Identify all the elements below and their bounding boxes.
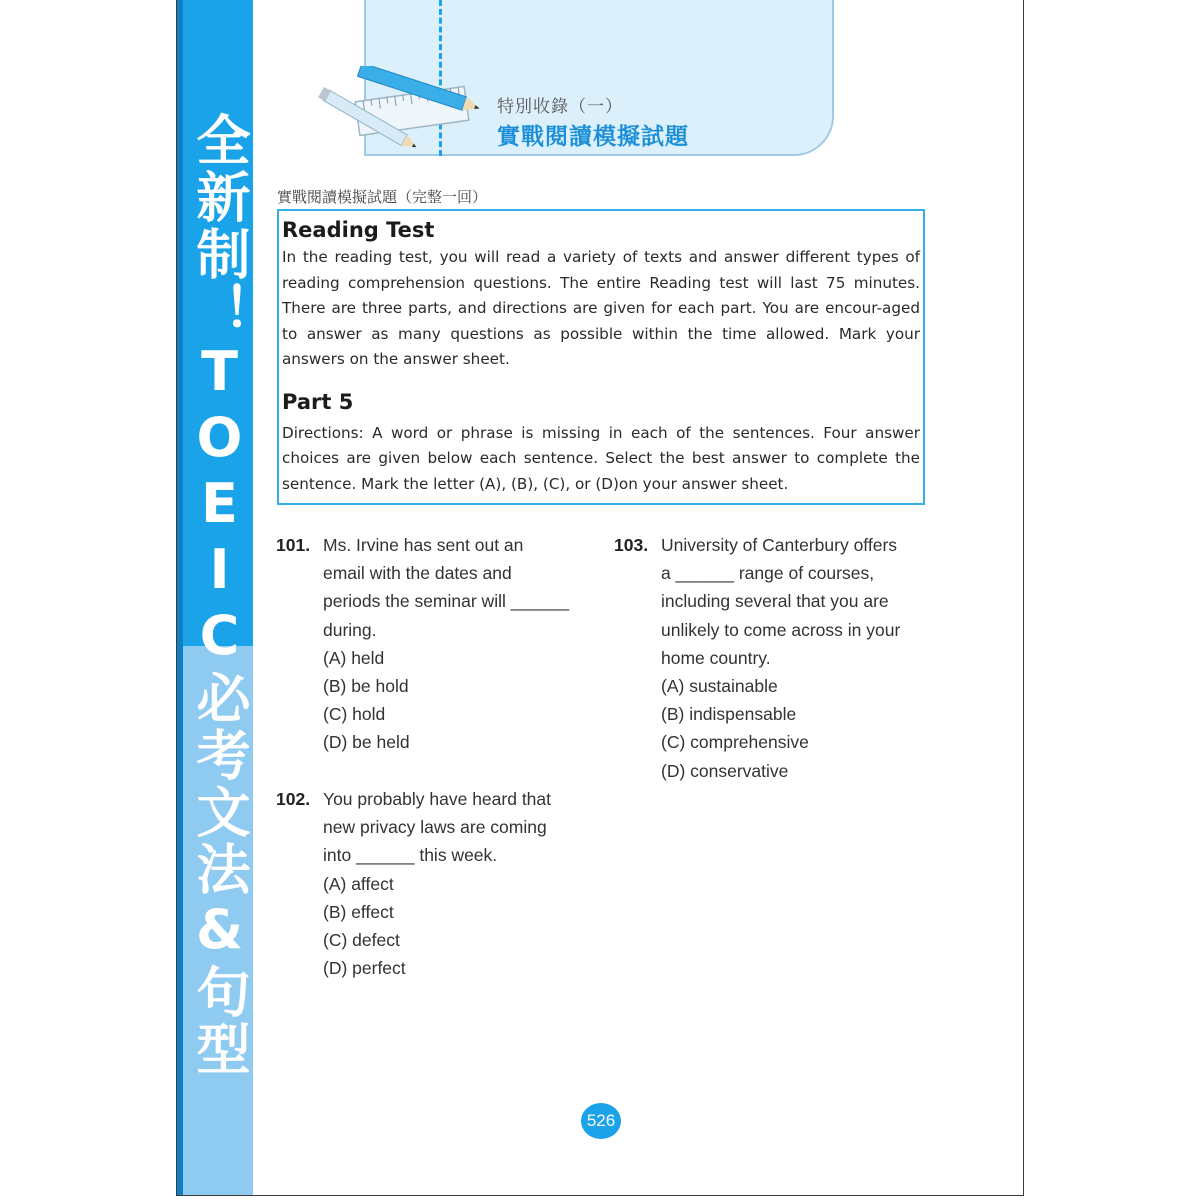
question-stem: You probably have heard that new privacy laws are coming into ______ this week. — [323, 789, 552, 866]
question-body — [661, 531, 900, 785]
answer-option: (B) effect — [323, 901, 394, 922]
question-stem: Ms. Irvine has sent out an email with the dates and periods the seminar will ______ during. — [323, 535, 570, 640]
answer-option: (D) perfect — [323, 958, 406, 979]
book-page — [176, 0, 1024, 1196]
answer-option: (D) be held — [323, 732, 410, 753]
directions-box — [277, 209, 925, 505]
page-number: 526 — [581, 1103, 621, 1139]
header-subtitle: 特別收錄（一） — [497, 97, 623, 117]
answer-option: (A) held — [323, 647, 385, 668]
question-body — [323, 785, 551, 982]
answer-option: (C) comprehensive — [661, 732, 809, 753]
reading-test-intro: In the reading test, you will read a variety of texts and answer different types of reading comprehension questions. The entire Reading test will last 75 minutes. There are three parts, and directions are given for each part. You are encour-aged to answer as many questions as possible within the time allowed. Mark your answers on the answer sheet. — [282, 248, 920, 368]
question-number: 101. — [276, 535, 311, 555]
question-number: 102. — [276, 789, 311, 809]
question-103 — [614, 531, 944, 791]
answer-option: (C) hold — [323, 704, 386, 725]
question-101 — [276, 531, 606, 761]
question-body — [323, 531, 569, 757]
section-caption: 實戰閱讀模擬試題（完整一回） — [277, 188, 488, 206]
question-stem: University of Canterbury offers a ______ range of courses, including several that you are unlikely to come across in your home country. — [661, 535, 901, 668]
answer-option: (A) affect — [323, 873, 394, 894]
question-number: 103. — [614, 535, 649, 555]
pencil-ruler-illustration — [317, 66, 487, 166]
part-heading: Part 5 — [282, 389, 354, 414]
reading-test-heading: Reading Test — [282, 218, 435, 242]
question-102 — [276, 785, 606, 985]
answer-option: (A) sustainable — [661, 676, 778, 697]
answer-option: (C) defect — [323, 930, 400, 951]
answer-option: (D) conservative — [661, 760, 789, 781]
header-title: 實戰閱讀模擬試題 — [497, 124, 689, 150]
answer-option: (B) indispensable — [661, 704, 797, 725]
answer-option: (B) be hold — [323, 676, 409, 697]
book-title-vertical: 全新制！TOEIC必考文法&句型 — [188, 112, 251, 1078]
part-directions: Directions: A word or phrase is missing in each of the sentences. Four answer choices are given below each sentence. Select the best answer to complete the sentence. Mark the letter (A), (B), (C), or (D)on your answer sheet. — [282, 423, 920, 493]
